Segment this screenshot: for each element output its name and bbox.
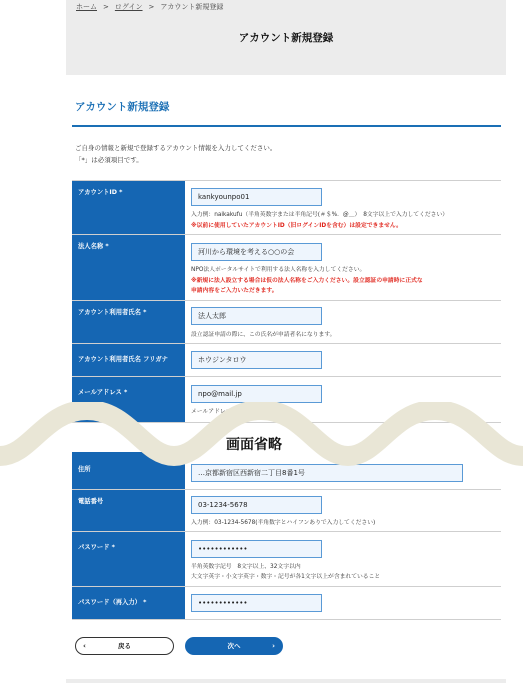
password-input[interactable]: ••••••••••••: [191, 540, 322, 558]
account-id-input[interactable]: kankyounpo01: [191, 188, 322, 206]
user-kana-input[interactable]: ホウジンタロウ: [191, 351, 322, 369]
corp-name-label: 法人名称 *: [72, 235, 185, 300]
email-label: メールアドレス *: [72, 377, 185, 422]
phone-hint: 入力例：03-1234-5678(半角数字とハイフンありで入力してください): [191, 520, 376, 526]
breadcrumb-separator: >: [103, 3, 109, 11]
password-hint-cont: 大文字英字・小文字英字・数字・記号が各1文字以上が含まれていること: [191, 574, 381, 580]
row-user-kana: [72, 344, 501, 377]
password-label: パスワード *: [72, 532, 185, 586]
user-kana-label: アカウント利用者氏名 フリガナ: [72, 344, 185, 376]
account-id-label: アカウントID *: [72, 181, 185, 234]
row-password-confirm: [72, 587, 501, 620]
row-password: [72, 532, 501, 587]
user-name-label: アカウント利用者氏名 *: [72, 301, 185, 343]
address-input[interactable]: …京都新宿区西新宿二丁目8番1号: [191, 464, 463, 482]
row-user-name: [72, 301, 501, 344]
account-id-warning: ※以前に使用していたアカウントID（旧ログインIDを含む）は設定できません。: [191, 223, 402, 229]
chevron-left-icon: ‹: [83, 642, 86, 650]
corp-name-warning-cont: 申請内容をご入力いただきます。: [191, 288, 278, 294]
address-label: 住所: [72, 452, 185, 489]
row-phone: [72, 490, 501, 532]
email-hint: メールアドレス: [191, 409, 232, 415]
corp-name-input[interactable]: 河川から環境を考える○○の会: [191, 243, 322, 261]
row-corp-name: [72, 235, 501, 301]
section-title-underline: [72, 125, 501, 127]
breadcrumb-home-link[interactable]: ホーム: [76, 3, 97, 11]
next-button[interactable]: [185, 637, 283, 655]
row-account-id: [72, 181, 501, 235]
page-title: アカウント新規登録: [238, 32, 334, 44]
password-hint: 半角英数字記号 8文字以上、32文字以内: [191, 564, 301, 570]
phone-input[interactable]: 03-1234-5678: [191, 496, 322, 514]
breadcrumb: [76, 2, 223, 12]
corp-name-warning: ※新規に法人設立する場合は仮の法人名称をご入力ください。設立認証の申請時に正式な: [191, 278, 423, 284]
email-input[interactable]: npo@mail.jp: [191, 385, 322, 403]
section-title: アカウント新規登録: [75, 101, 170, 113]
password-confirm-label: パスワード（再入力） *: [72, 587, 185, 619]
required-note: 「*」は必須項目です。: [75, 156, 143, 164]
breadcrumb-separator: >: [148, 3, 155, 11]
next-button-label: 次へ: [227, 642, 241, 650]
back-button[interactable]: [75, 637, 174, 655]
back-button-label: 戻る: [118, 642, 131, 650]
account-id-hint: 入力例：naikakufu（半角英数字または半角記号(＃＄%．@＿） 8文字以上で入力してください）: [191, 212, 449, 218]
phone-label: 電話番号: [72, 490, 185, 531]
user-name-input[interactable]: 法人太郎: [191, 307, 322, 325]
password-confirm-input[interactable]: ••••••••••••: [191, 594, 322, 612]
breadcrumb-current: アカウント新規登録: [160, 3, 224, 11]
user-name-hint: 設立認証申請の際に、この氏名が申請者名になります。: [191, 332, 336, 338]
chevron-right-icon: ›: [272, 642, 275, 650]
corp-name-hint: NPO法人ポータルサイトで利用する法人名称を入力してください。: [191, 267, 366, 273]
breadcrumb-login-link[interactable]: ログイン: [114, 3, 143, 11]
intro-text: ご自身の情報と新規で登録するアカウント情報を入力してください。: [75, 144, 277, 152]
omitted-label: 画面省略: [226, 437, 282, 453]
